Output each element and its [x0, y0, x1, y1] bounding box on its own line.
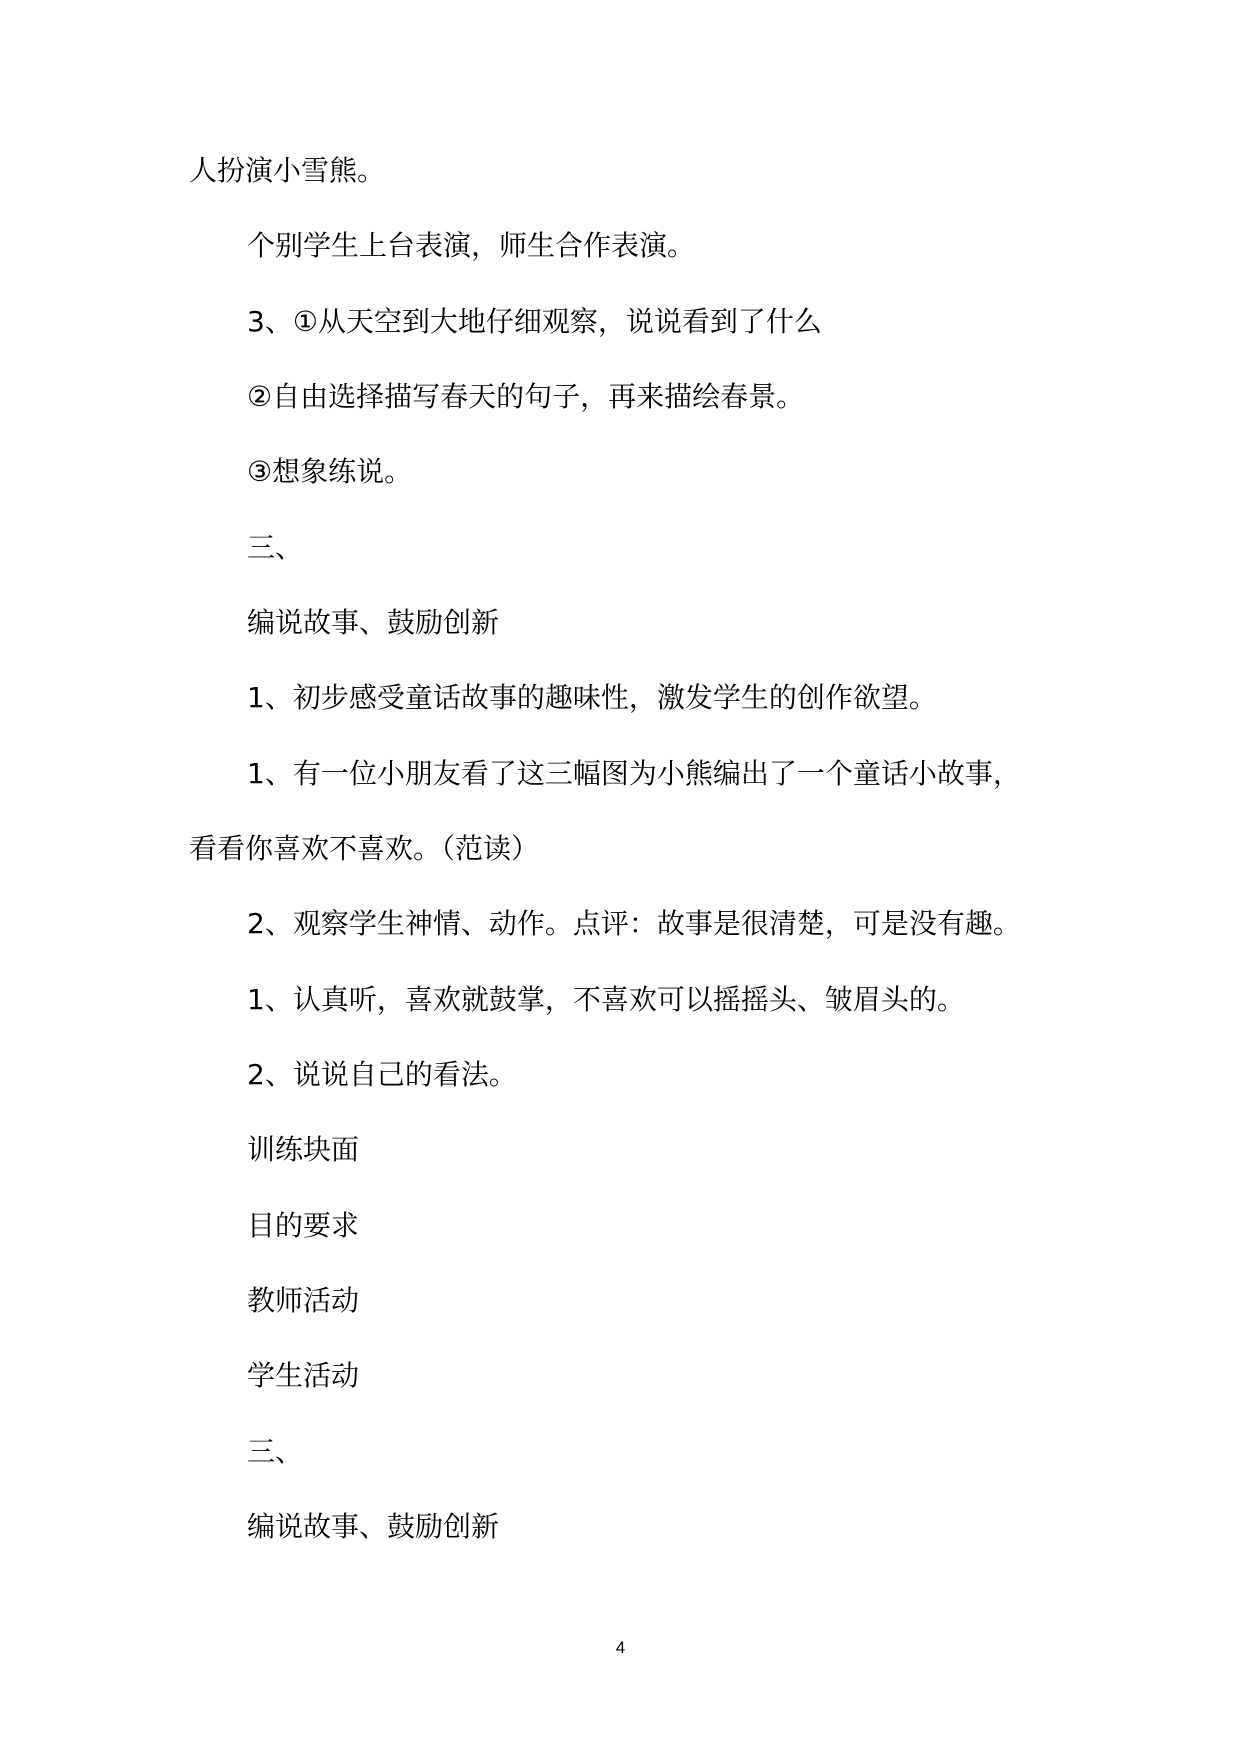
section-title: 编说故事、鼓励创新	[247, 606, 500, 639]
page-number: 4	[615, 1638, 626, 1657]
paragraph-line: 2、观察学生神情、动作。点评：故事是很清楚，可是没有趣。	[247, 907, 1021, 940]
paragraph-line: ②自由选择描写春天的句子，再来描绘春景。	[247, 380, 805, 413]
table-label: 训练块面	[247, 1133, 360, 1166]
paragraph-line: 人扮演小雪熊。	[189, 154, 386, 187]
section-title: 编说故事、鼓励创新	[247, 1510, 500, 1543]
paragraph-line: 1、认真听，喜欢就鼓掌，不喜欢可以摇摇头、皱眉头的。	[247, 983, 965, 1016]
section-heading: 三、	[247, 1435, 304, 1468]
paragraph-line: 1、初步感受童话故事的趣味性，激发学生的创作欲望。	[247, 681, 937, 714]
table-label: 教师活动	[247, 1284, 360, 1317]
paragraph-line: 个别学生上台表演，师生合作表演。	[247, 229, 696, 262]
paragraph-line: 3、①从天空到大地仔细观察，说说看到了什么	[247, 305, 822, 338]
table-label: 学生活动	[247, 1359, 360, 1392]
paragraph-line: 1、有一位小朋友看了这三幅图为小熊编出了一个童话小故事，	[247, 757, 1021, 790]
paragraph-line: ③想象练说。	[247, 455, 413, 488]
paragraph-line: 2、说说自己的看法。	[247, 1058, 517, 1091]
section-heading: 三、	[247, 531, 304, 564]
table-label: 目的要求	[247, 1209, 360, 1242]
paragraph-line: 看看你喜欢不喜欢。（范读）	[189, 832, 540, 865]
